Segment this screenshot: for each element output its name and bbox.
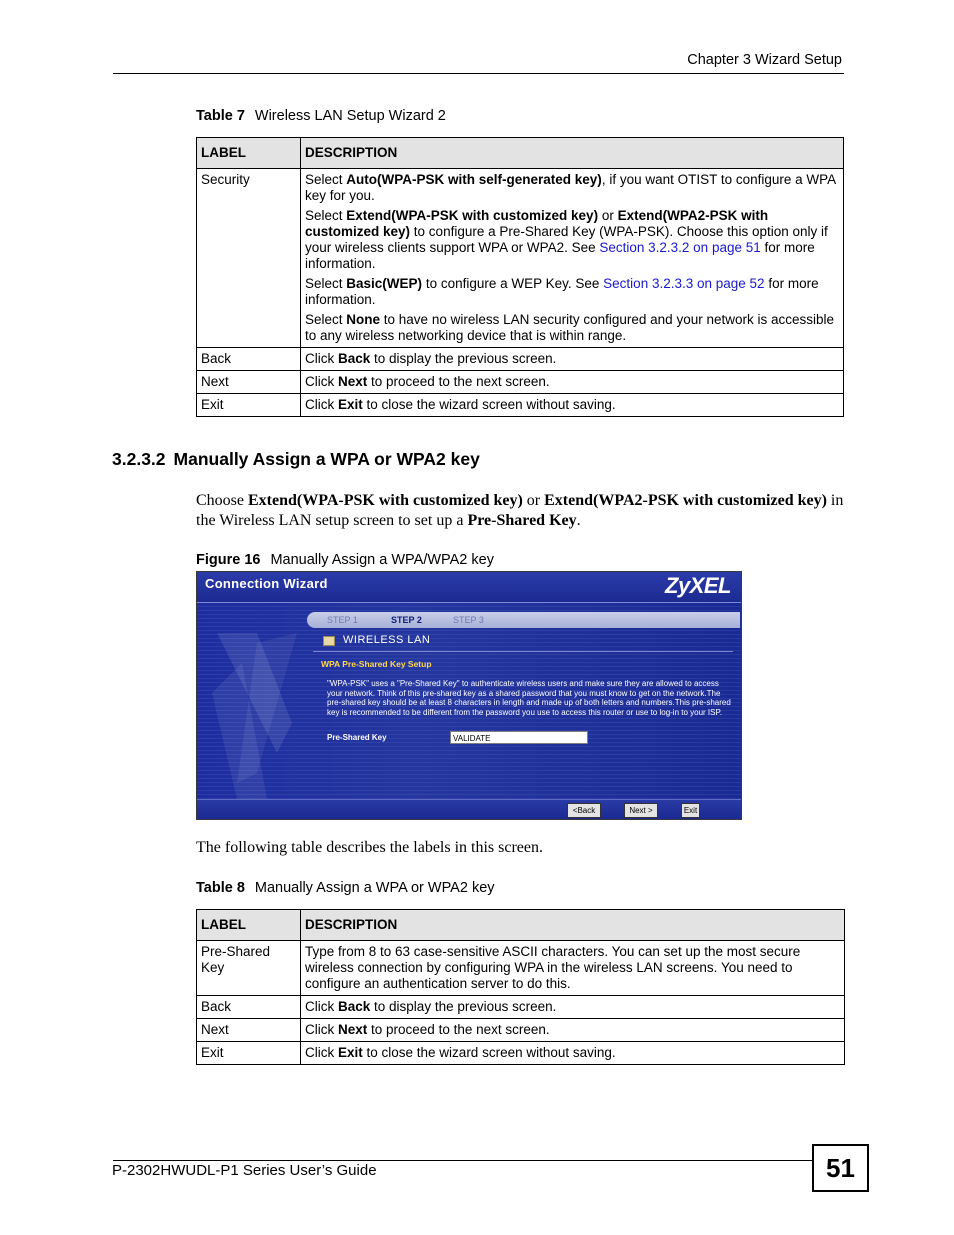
section-link-3-2-3-3[interactable]: Section 3.2.3.3 on page 52 <box>603 276 765 291</box>
security-option-extend: Select Extend(WPA-PSK with customized key) or Extend(WPA2-PSK with customized key) to configure a Pre-Shared Key (WPA-PSK). Choose this option only if your wireless clients support WPA or WPA2. See Section 3.2.3.2 on page 51 for more information. <box>305 208 828 271</box>
figure16-caption-number: Figure 16 <box>196 552 261 568</box>
wizard-step-bar <box>307 612 740 628</box>
table8-caption <box>196 880 495 896</box>
section-divider <box>313 651 733 652</box>
table7 <box>196 137 844 417</box>
wpa-psk-setup-title: WPA Pre-Shared Key Setup <box>321 659 432 669</box>
security-option-basic: Select Basic(WEP) to configure a WEP Key. See Section 3.2.3.3 on page 52 for more information. <box>305 276 819 307</box>
table-row <box>197 996 845 1019</box>
wizard-body <box>197 603 741 799</box>
table-row <box>197 1042 845 1065</box>
security-option-auto: Select Auto(WPA-PSK with self-generated key), if you want OTIST to configure a WPA key for you. <box>305 172 836 203</box>
table7-col-label: LABEL <box>197 138 301 169</box>
row-description: Click Next to proceed to the next screen. <box>301 1019 845 1042</box>
pre-shared-key-label: Pre-Shared Key <box>327 733 387 742</box>
row-label: Back <box>197 348 301 371</box>
table7-caption-number: Table 7 <box>196 108 245 124</box>
decorative-x-graphic <box>197 603 307 799</box>
section-number: 3.2.3.2 <box>112 449 166 469</box>
exit-button[interactable]: Exit <box>681 803 700 818</box>
table8-caption-text: Manually Assign a WPA or WPA2 key <box>254 880 495 896</box>
wireless-lan-heading: WIRELESS LAN <box>343 634 431 646</box>
row-label: Exit <box>197 1042 301 1065</box>
page-number: 51 <box>812 1144 869 1192</box>
table8-caption-number: Table 8 <box>196 880 245 896</box>
row-label: Next <box>197 1019 301 1042</box>
row-description: Click Back to display the previous screen. <box>301 348 844 371</box>
table8 <box>196 909 845 1065</box>
wizard-title: Connection Wizard <box>205 576 328 591</box>
footer-rule <box>113 1160 813 1161</box>
table7-caption <box>196 108 446 124</box>
section-link-3-2-3-2[interactable]: Section 3.2.3.2 on page 51 <box>599 240 761 255</box>
following-table-intro: The following table describes the labels in this screen. <box>196 839 544 856</box>
row-label: Next <box>197 371 301 394</box>
step-1: STEP 1 <box>327 615 358 625</box>
next-button[interactable]: Next > <box>624 803 658 818</box>
step-3: STEP 3 <box>453 615 484 625</box>
table-row <box>197 348 844 371</box>
row-description-security <box>301 169 844 348</box>
row-description: Click Exit to close the wizard screen without saving. <box>301 394 844 417</box>
zyxel-logo: ZyXEL <box>665 573 731 598</box>
figure16-caption-text: Manually Assign a WPA/WPA2 key <box>270 552 494 568</box>
table-row <box>197 941 845 996</box>
section-body: Choose Extend(WPA-PSK with customized key) or Extend(WPA2-PSK with customized key) in the Wireless LAN setup screen to set up a Pre-Shared Key. <box>196 492 844 529</box>
back-button[interactable]: <Back <box>567 803 601 818</box>
table8-col-label: LABEL <box>197 910 301 941</box>
row-label-pre-shared-key: Pre-Shared Key <box>197 941 301 996</box>
wpa-psk-description: "WPA-PSK" uses a "Pre-Shared Key" to authenticate wireless users and make sure they are allowed to access your network. Think of this pre-shared key as a shared password that you must know to get on the network.The pre-shared key should be at least 8 characters in length and made up of both letters and numbers.This pre-shared key is recommended to be different from the password you use to access this router or use to log-in to your ISP. <box>327 679 731 717</box>
pre-shared-key-input[interactable]: VALIDATE <box>450 731 588 744</box>
wireless-lan-icon <box>323 636 335 646</box>
table8-header-row <box>197 910 845 941</box>
header-rule <box>113 73 844 74</box>
wizard-titlebar <box>197 572 741 603</box>
row-description: Click Back to display the previous screen. <box>301 996 845 1019</box>
row-label: Back <box>197 996 301 1019</box>
table-row <box>197 371 844 394</box>
section-heading <box>112 449 480 470</box>
security-option-none: Select None to have no wireless LAN security configured and your network is accessible to any wireless networking device that is within range. <box>305 312 835 343</box>
table-row <box>197 1019 845 1042</box>
step-2-active: STEP 2 <box>391 615 422 625</box>
footer-guide-title: P-2302HWUDL-P1 Series User’s Guide <box>112 1162 377 1179</box>
row-description: Click Exit to close the wizard screen without saving. <box>301 1042 845 1065</box>
table7-col-description: DESCRIPTION <box>301 138 844 169</box>
table7-caption-text: Wireless LAN Setup Wizard 2 <box>254 108 446 124</box>
row-description-pre-shared-key: Type from 8 to 63 case-sensitive ASCII characters. You can set up the most secure wireless connection by configuring WPA in the wireless LAN screens. You need to configure an authentication server to do this. <box>301 941 845 996</box>
row-label: Exit <box>197 394 301 417</box>
table-row <box>197 394 844 417</box>
wizard-button-bar <box>197 799 741 820</box>
table7-header-row <box>197 138 844 169</box>
row-description: Click Next to proceed to the next screen. <box>301 371 844 394</box>
table-row <box>197 169 844 348</box>
wizard-screenshot <box>196 571 742 820</box>
figure16-caption <box>196 552 494 568</box>
row-label-security: Security <box>197 169 301 348</box>
section-title: Manually Assign a WPA or WPA2 key <box>173 449 480 469</box>
chapter-header: Chapter 3 Wizard Setup <box>687 52 842 68</box>
table8-col-description: DESCRIPTION <box>301 910 845 941</box>
